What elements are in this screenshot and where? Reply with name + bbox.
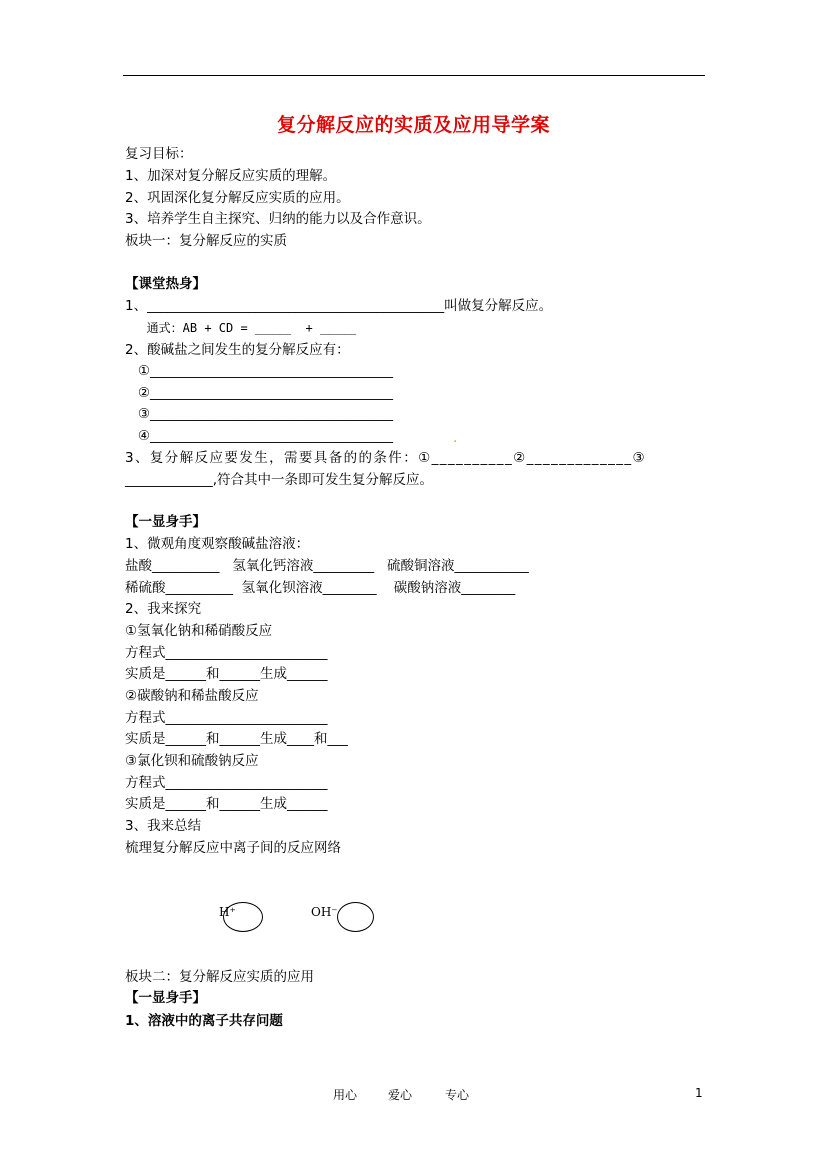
objective-2: 2、巩固深化复分解反应实质的应用。 [125,190,350,206]
show-q3: 3、我来总结 [125,818,202,834]
section2-q1: 1、溶液中的离子共存问题 [125,1013,283,1029]
stray-dot: . [453,430,458,446]
objective-3: 3、培养学生自主探究、归纳的能力以及合作意识。 [125,211,431,227]
show-q2: 2、我来探究 [125,601,202,617]
page-title: 复分解反应的实质及应用导学案 [276,114,550,136]
ion-h-label: H⁺ [219,905,236,919]
objective-1: 1、加深对复分解反应实质的理解。 [125,168,337,184]
reaction3-equation: 方程式________________________ [125,775,328,791]
objectives-heading: 复习目标： [125,146,193,162]
general-formula: 通式：AB + CD = _____ + _____ [125,321,357,335]
reaction-blank-1: ①____________________________________ [125,363,393,379]
reaction3-essence: 实质是______和______生成______ [125,796,328,812]
solution-row-2: 稀硫酸__________ 氢氧化钡溶液________ 碳酸钠溶液________ [125,580,516,596]
reaction2-title: ②碳酸钠和稀盐酸反应 [125,688,259,704]
warmup-q3-line1: 3、复分解反应要发生，需要具备的的条件：①__________②_____________③ [125,450,647,466]
show-q1: 1、微观角度观察酸碱盐溶液： [125,536,310,552]
reaction2-equation: 方程式________________________ [125,710,328,726]
warmup-heading: 【课堂热身】 [125,276,206,292]
reaction-blank-3: ③____________________________________ [125,406,393,422]
reaction1-essence: 实质是______和______生成______ [125,666,328,682]
warmup-q2: 2、酸碱盐之间发生的复分解反应有： [125,342,350,358]
warmup-q1: 1、____________________________________________叫做复分解反应。 [125,298,553,314]
footer-item-2: 爱心 [388,1088,413,1102]
show-heading: 【一显身手】 [125,514,206,530]
reaction1-title: ①氢氧化钠和稀硝酸反应 [125,623,273,639]
section1-title: 板块一：复分解反应的实质 [125,233,287,249]
page-number: 1 [695,1086,703,1100]
solution-row-1: 盐酸__________ 氢氧化钙溶液_________ 硫酸铜溶液___________ [125,558,529,574]
reaction2-essence: 实质是______和______生成____和___ [125,731,348,747]
warmup-q3-line2: _____________,符合其中一条即可发生复分解反应。 [125,472,434,488]
section2-title: 板块二：复分解反应实质的应用 [125,969,314,985]
header-rule [123,75,705,76]
ion-h-circle [223,902,263,932]
ion-oh-label: OH⁻ [311,905,338,919]
reaction-blank-2: ②____________________________________ [125,385,393,401]
reaction-blank-4: ④____________________________________ [125,428,393,444]
reaction1-equation: 方程式________________________ [125,645,328,661]
reaction3-title: ③氯化钡和硫酸钠反应 [125,753,259,769]
network-instruction: 梳理复分解反应中离子间的反应网络 [125,840,341,856]
footer-item-1: 用心 [333,1088,358,1102]
section2-heading: 【一显身手】 [125,990,206,1006]
ion-oh-circle [337,902,374,932]
footer-item-3: 专心 [445,1088,470,1102]
